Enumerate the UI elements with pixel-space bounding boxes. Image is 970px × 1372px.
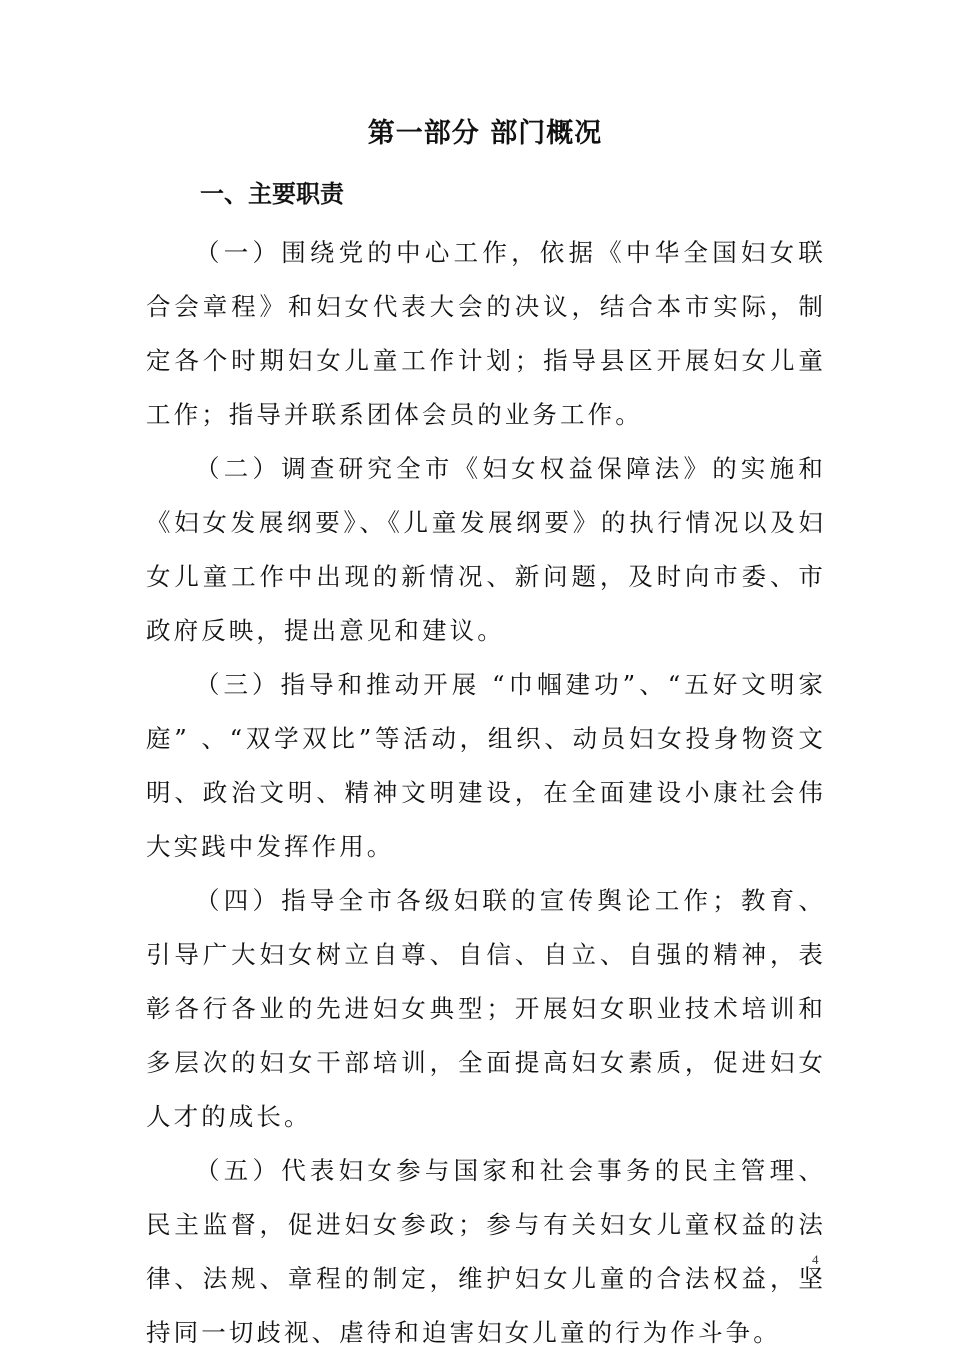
paragraph-1: （一）围绕党的中心工作，依据《中华全国妇女联合会章程》和妇女代表大会的决议，结合本市实际，制定各个时期妇女儿童工作计划；指导县区开展妇女儿童工作；指导并联系团体会员的业务工作。: [146, 238, 826, 429]
paragraph-3: （三）指导和推动开展 “巾帼建功”、“五好文明家庭” 、“双学双比”等活动，组织、动员妇女投身物资文明、政治文明、精神文明建设，在全面建设小康社会伟大实践中发挥作用。: [146, 670, 826, 861]
body-text: [146, 226, 826, 1360]
paragraph-2: （二）调查研究全市《妇女权益保障法》的实施和《妇女发展纲要》、《儿童发展纲要》的执行情况以及妇女儿童工作中出现的新情况、新问题，及时向市委、市政府反映，提出意见和建议。: [146, 454, 826, 645]
section-heading: 一、主要职责: [200, 180, 344, 208]
document-title: 第一部分 部门概况: [367, 118, 603, 149]
paragraph-4: （四）指导全市各级妇联的宣传舆论工作；教育、引导广大妇女树立自尊、自信、自立、自强的精神，表彰各行各业的先进妇女典型；开展妇女职业技术培训和多层次的妇女干部培训，全面提高妇女素质，促进妇女人才的成长。: [146, 886, 826, 1131]
paragraph-5: （五）代表妇女参与国家和社会事务的民主管理、民主监督，促进妇女参政；参与有关妇女儿童权益的法律、法规、章程的制定，维护妇女儿童的合法权益，坚持同一切歧视、虐待和迫害妇女儿童的行为作斗争。: [146, 1156, 826, 1347]
page-number: 4: [812, 1252, 819, 1267]
